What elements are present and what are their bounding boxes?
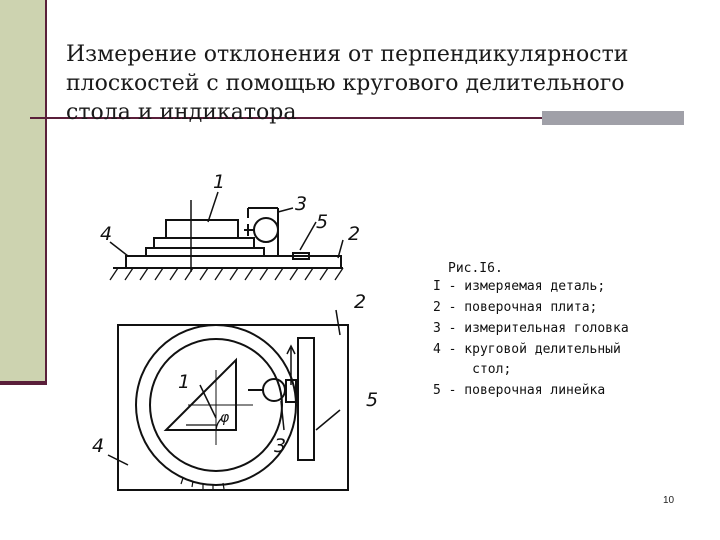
legend-item-2: 2 - поверочная плита; [433, 300, 598, 315]
legend-item-4: 4 - круговой делительный [433, 342, 621, 357]
title-line-1: Измерение отклонения от перпендикулярности [66, 42, 629, 67]
slide-title [66, 40, 666, 127]
label-top-2: 2 [348, 223, 361, 245]
left-accent-band [0, 0, 47, 383]
title-line-3: стола и индикатора [66, 100, 297, 125]
side-view [110, 192, 343, 280]
label-top-3: 3 [295, 193, 308, 215]
figure-caption: Рис.I6. [448, 261, 503, 276]
label-top-5: 5 [316, 211, 329, 233]
label-top-4: 4 [100, 223, 113, 245]
legend-item-4b: стол; [433, 362, 512, 377]
slide-number: 10 [663, 495, 675, 506]
label-bot-1: 1 [178, 371, 191, 393]
label-bot-3: 3 [274, 435, 287, 457]
left-band-underline [0, 381, 47, 385]
legend-item-1: I - измеряемая деталь; [433, 279, 606, 294]
legend-item-5: 5 - поверочная линейка [433, 383, 606, 398]
vertical-rule [45, 0, 47, 385]
label-bot-4: 4 [92, 435, 105, 457]
figure-diagram [88, 160, 654, 500]
label-bot-phi: φ [220, 410, 230, 426]
plan-view [108, 310, 348, 490]
label-top-1: 1 [213, 171, 226, 193]
legend-item-3: 3 - измерительная головка [433, 321, 629, 336]
label-bot-5: 5 [366, 389, 379, 411]
title-line-2: плоскостей с помощью кругового делительного [66, 71, 625, 96]
label-bot-2: 2 [354, 291, 367, 313]
